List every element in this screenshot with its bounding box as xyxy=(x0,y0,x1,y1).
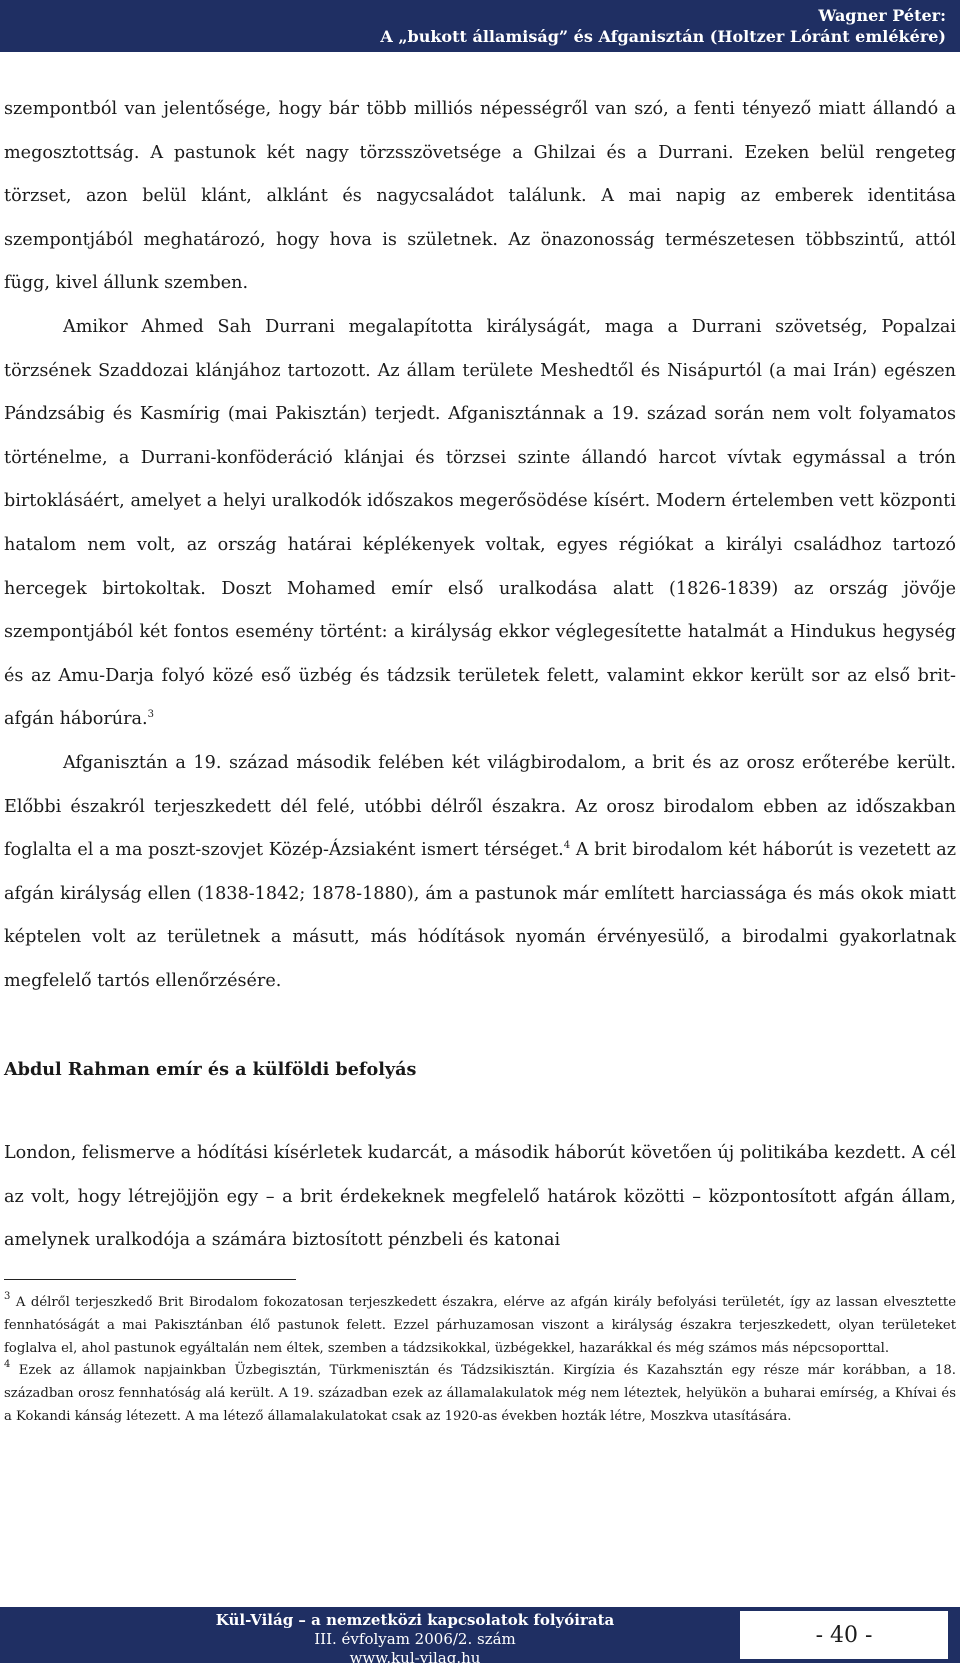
footer-url[interactable]: www.kul-vilag.hu xyxy=(349,1649,481,1667)
footer-journal-info xyxy=(130,1611,700,1668)
footnote-ref-4[interactable]: 4 xyxy=(563,840,571,852)
footer-journal-name: Kül-Világ – a nemzetközi kapcsolatok folyóirata xyxy=(215,1611,615,1629)
paragraph-3-text-a: Afganisztán a 19. század második felében két világbirodalom, a brit és az orosz erőterébe került. Előbbi északról terjeszkedett dél felé, utóbbi délről északra. Az orosz birodalom ebben az időszakban foglalta el a ma poszt-szovjet Közép-Ázsiaként ismert térséget. xyxy=(4,752,956,861)
paragraph-2 xyxy=(4,306,956,742)
footnote-number-3: 3 xyxy=(4,1291,11,1302)
footnote-4 xyxy=(4,1360,956,1428)
footnotes xyxy=(4,1292,956,1429)
paragraph-3 xyxy=(4,742,956,1004)
footnote-3 xyxy=(4,1292,956,1360)
footnote-ref-3[interactable]: 3 xyxy=(147,709,154,721)
header-article-title: A „bukott államiság” és Afganisztán (Holtzer Lóránt emlékére) xyxy=(380,27,946,46)
footnote-3-text: A délről terjeszkedő Brit Birodalom fokozatosan terjeszkedett északra, elérve az afgán király befolyási területét, így az lassan elvesztette fennhatóságát a mai Pakisztánban élő pastunok felett. Ezzel párhuzamosan viszont a királyság északra terjeszkedett, olyan területeket foglalva el, ahol pastunok egyáltalán nem éltek, szemben a tádzsikokkal, üzbégekkel, hazarákkal és még számos más népcsoporttal. xyxy=(4,1295,956,1356)
section-heading: Abdul Rahman emír és a külföldi befolyás xyxy=(4,1059,417,1081)
running-header xyxy=(0,0,960,52)
footer-issue: III. évfolyam 2006/2. szám xyxy=(314,1630,516,1648)
article-body xyxy=(4,88,956,1263)
page-number: - 40 - xyxy=(815,1622,873,1648)
footnote-4-text: Ezek az államok napjainkban Üzbegisztán, Türkmenisztán és Tádzsikisztán. Kirgízia és Kazahsztán egy része már korábban, a 18. században orosz fennhatóság alá került. A 19. században ezek az államalakulatok még nem léteztek, helyükön a buharai emírség, a Khívai és a Kokandi kánság létezett. A ma létező államalakulatokat csak az 1920-as években hozták létre, Moszkva utasítására. xyxy=(4,1363,956,1424)
running-footer xyxy=(0,1607,960,1667)
footnote-separator xyxy=(4,1279,296,1280)
paragraph-2-text: Amikor Ahmed Sah Durrani megalapította királyságát, maga a Durrani szövetség, Popalzai törzsének Szaddozai klánjához tartozott. Az állam területe Meshedtől és Nisápurtól (a mai Irán) egészen Pándzsábig és Kasmírig (mai Pakisztán) terjedt. Afganisztánnak a 19. század során nem volt folyamatos történelme, a Durrani-konföderáció klánjai és törzsei szinte állandó harcot vívtak egymással a trón birtoklásáért, amelyet a helyi uralkodók időszakos megerősödése kísért. Modern értelemben vett központi hatalom nem volt, az ország határai képlékenyek voltak, egyes régiókat a királyi családhoz tartozó hercegek birtokoltak. Doszt Mohamed emír első uralkodása alatt (1826-1839) az ország jövője szempontjából két fontos esemény történt: a királyság ekkor véglegesítette hatalmát a Hindukus hegység és az Amu-Darja folyó közé eső üzbég és tádzsik területek felett, valamint ekkor került sor az első brit-afgán háborúra. xyxy=(4,316,956,730)
header-author: Wagner Péter: xyxy=(818,6,946,25)
footnote-number-4: 4 xyxy=(4,1359,11,1371)
paragraph-4: London, felismerve a hódítási kísérletek kudarcát, a második háborút követően új politikába kezdett. A cél az volt, hogy létrejöjjön egy – a brit érdekeknek megfelelő határok közötti – központosított afgán állam, amelynek uralkodója a számára biztosított pénzbeli és katonai xyxy=(4,1143,956,1251)
paragraph-3-text-b: A brit birodalom két háborút is vezetett az afgán királyság ellen (1838-1842; 1878-1880), ám a pastunok már említett harciassága és más okok miatt képtelen volt az területnek a másutt, más hódítások nyomán érvényesülő, a birodalmi gyakorlatnak megfelelő tartós ellenőrzésére. xyxy=(4,840,956,991)
page-number-box xyxy=(740,1611,948,1659)
paragraph-1: szempontból van jelentősége, hogy bár több milliós népességről van szó, a fenti tényező miatt állandó a megosztottság. A pastunok két nagy törzsszövetsége a Ghilzai és a Durrani. Ezeken belül rengeteg törzset, azon belül klánt, alklánt és nagycsaládot találunk. A mai napig az emberek identitása szempontjából meghatározó, hogy hova is születnek. Az önazonosság természetesen többszintű, attól függ, kivel állunk szemben. xyxy=(4,99,956,294)
